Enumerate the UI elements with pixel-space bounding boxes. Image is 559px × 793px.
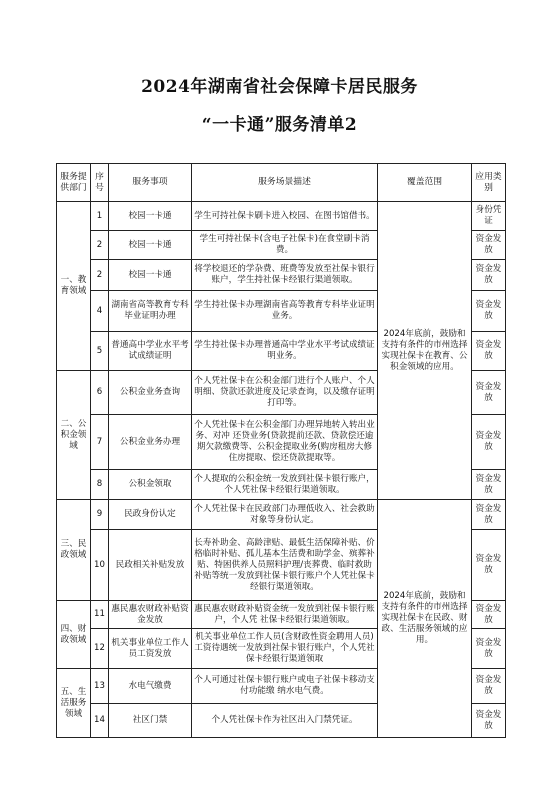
row-item: 公积金业务查询 (109, 371, 192, 415)
table-row (57, 202, 506, 231)
document-title-line2: “一卡通”服务清单2 (201, 115, 358, 135)
row-item: 惠民惠农财政补贴资金发放 (109, 601, 192, 629)
row-type: 资金发放 (472, 704, 506, 738)
row-num: 2 (91, 260, 109, 291)
row-desc: 个人提取的公积金统一发放到社保卡银行账户，个人凭社保卡经银行渠道领取。 (192, 470, 378, 500)
row-num: 13 (91, 669, 109, 704)
row-desc: 学生可持社保卡(含电子社保卡)在食堂刷卡消费。 (192, 231, 378, 260)
row-desc: 将学校退还的学杂费、班费等发放至社保卡银行账户，学生持社保卡经银行渠道领取。 (192, 260, 378, 291)
row-desc: 个人凭社保卡作为社区出入门禁凭证。 (192, 704, 378, 738)
row-num: 5 (91, 332, 109, 371)
row-item: 普通高中学业水平考试成绩证明 (109, 332, 192, 371)
row-item: 社区门禁 (109, 704, 192, 738)
row-desc: 学生持社保卡办理湖南省高等教育专科毕业证明业务。 (192, 291, 378, 332)
row-num: 4 (91, 291, 109, 332)
row-type: 资金发放 (472, 231, 506, 260)
table-row (57, 500, 506, 530)
row-item: 机关事业单位工作人员工资发放 (109, 629, 192, 669)
row-num: 9 (91, 500, 109, 530)
row-type: 资金发放 (472, 260, 506, 291)
group-civil-affairs: 三、民政领域 (57, 500, 91, 601)
table-header-row (57, 164, 506, 202)
group-life-services: 五、生活服务领域 (57, 669, 91, 738)
row-item: 公积金业务办理 (109, 415, 192, 470)
row-type: 资金发放 (472, 669, 506, 704)
row-type: 资金发放 (472, 332, 506, 371)
row-desc: 个人可通过社保卡银行账户或电子社保卡移动支付功能缴 纳水电气费。 (192, 669, 378, 704)
row-item: 公积金领取 (109, 470, 192, 500)
scope-cell-1: 2024年底前，鼓励和支持有条件的市州选择实现社保卡在教育、公积金领域的应用。 (378, 202, 472, 500)
row-num: 12 (91, 629, 109, 669)
row-item: 校园一卡通 (109, 231, 192, 260)
row-type: 资金发放 (472, 291, 506, 332)
row-type: 资金发放 (472, 530, 506, 601)
row-item: 民政相关补贴发放 (109, 530, 192, 601)
row-type: 资金发放 (472, 415, 506, 470)
row-type: 资金发放 (472, 371, 506, 415)
row-type: 资金发放 (472, 500, 506, 530)
header-scope: 覆盖范围 (378, 164, 472, 202)
row-type: 资金发放 (472, 470, 506, 500)
row-desc: 学生可持社保卡刷卡进入校园、在图书馆借书。 (192, 202, 378, 231)
row-item: 民政身份认定 (109, 500, 192, 530)
row-num: 7 (91, 415, 109, 470)
row-num: 11 (91, 601, 109, 629)
header-desc: 服务场景描述 (192, 164, 378, 202)
row-item: 校园一卡通 (109, 202, 192, 231)
row-num: 14 (91, 704, 109, 738)
document-title-line1: 2024年湖南省社会保障卡居民服务 (141, 77, 418, 97)
row-num: 10 (91, 530, 109, 601)
header-item: 服务事项 (109, 164, 192, 202)
row-type: 身份凭证 (472, 202, 506, 231)
row-num: 8 (91, 470, 109, 500)
row-num: 2 (91, 231, 109, 260)
header-apptype: 应用类别 (472, 164, 506, 202)
row-desc: 个人凭社保卡在公积金部门办理异地转入转出业务、对冲 还贷业务(贷款提前还款、贷款偿还逾期欠款缴费等、公积金提取业务(购房租房大修住房提取、偿还贷款提取等。 (192, 415, 378, 470)
group-finance: 四、财政领域 (57, 601, 91, 669)
row-desc: 个人凭社保卡在公积金部门进行个人账户、个人明细、贷款还款进度及记录查询，以及缴存证明打印等。 (192, 371, 378, 415)
row-item: 湖南省高等教育专科毕业证明办理 (109, 291, 192, 332)
row-item: 水电气缴费 (109, 669, 192, 704)
row-desc: 个人凭社保卡在民政部门办理低收入、社会救助对象等身份认定。 (192, 500, 378, 530)
scope-cell-2: 2024年底前，鼓励和支持有条件的市州选择实现社保卡在民政、财政、生活服务领域的应用。 (378, 500, 472, 738)
row-type: 资金发放 (472, 601, 506, 629)
row-desc: 惠民惠农财政补贴资金统一发放到社保卡银行账户，个人凭 社保卡经银行渠道领取。 (192, 601, 378, 629)
header-dept: 服务提供部门 (57, 164, 91, 202)
group-housing-fund: 二、公积金领域 (57, 371, 91, 500)
row-desc: 长寿补助金、高龄津贴、最低生活保障补贴、价格临时补贴、孤儿基本生活费和助学金、殡葬补贴、特困供养人员照料护理/丧葬费、临时救助补贴等统一发放到社保卡银行账户个人凭社保卡经银行渠道领取。 (192, 530, 378, 601)
row-num: 6 (91, 371, 109, 415)
group-education: 一、教育领域 (57, 202, 91, 371)
header-num: 序号 (91, 164, 109, 202)
row-desc: 机关事业单位工作人员(含财政性资金聘用人员) 工资待遇统一发放到社保卡银行账户，个人凭社保卡经银行渠道领取 (192, 629, 378, 669)
service-list-table (56, 163, 506, 738)
row-item: 校园一卡通 (109, 260, 192, 291)
row-num: 1 (91, 202, 109, 231)
row-desc: 学生持社保卡办理普通高中学业水平考试成绩证明业务。 (192, 332, 378, 371)
row-type: 资金发放 (472, 629, 506, 669)
